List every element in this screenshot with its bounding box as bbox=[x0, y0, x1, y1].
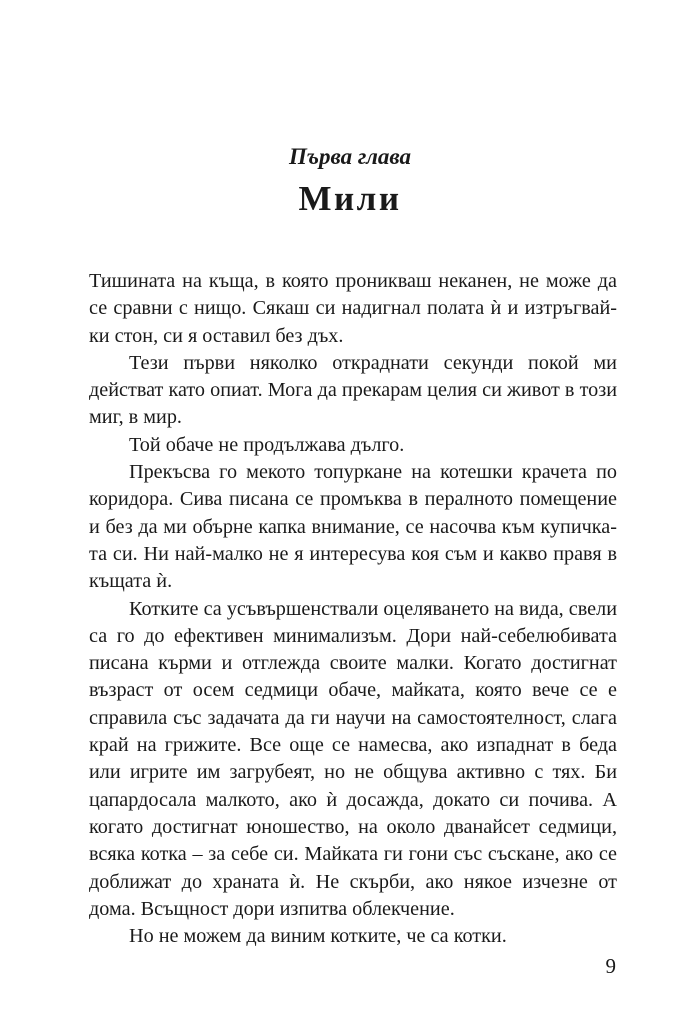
paragraph: Котките са усъвършенствали оцеляването на вида, свели са го до ефективен минимализъм. Дори най-себелюбивата писана кърми и отглежда своите малки. Когато достигнат възраст от осем седмици обаче, майката, която вече се е справила със задачата да ги научи на самостоятелност, слага край на грижите. Все още се намесва, ако изпаднат в беда или игрите им загрубеят, но не общува активно с тях. Би цапардосала малкото, ако ѝ досажда, докато си почива. А когато достигнат юношество, на около дванайсет седмици, всяка котка – за себе си. Майката ги гони със съскане, ако се доближат до храната ѝ. Не скърби, ако някое изчезне от дома. Всъщност дори изпитва облекчение. bbox=[89, 597, 617, 920]
chapter-title: Мили bbox=[298, 179, 402, 218]
paragraph: Той обаче не продължава дълго. bbox=[129, 433, 405, 456]
chapter-label: Първа глава bbox=[289, 144, 411, 169]
paragraph: Тишината на къща, в която проникваш неканен, не може да се сравни с нищо. Сякаш си надигнал полата ѝ и изтръгвайки стон, си я оставил без дъх. bbox=[89, 270, 617, 347]
paragraph: Но не можем да виним котките, че са котки. bbox=[129, 925, 507, 948]
paragraph: Прекъсва го мекото топуркане на котешки крачета по коридора. Сива писана се промъква в пералното помещение и без да ми обърне капка внимание, се насочва към купичката си. Ни най-малко не я интересува коя съм и какво правя в къщата ѝ. bbox=[89, 461, 617, 593]
paragraph: Тези първи няколко откраднати секунди покой ми действат като опиат. Мога да прекарам целия си живот в този миг, в мир. bbox=[89, 351, 617, 429]
page-number: 9 bbox=[605, 954, 616, 978]
chapter-body bbox=[89, 268, 617, 950]
